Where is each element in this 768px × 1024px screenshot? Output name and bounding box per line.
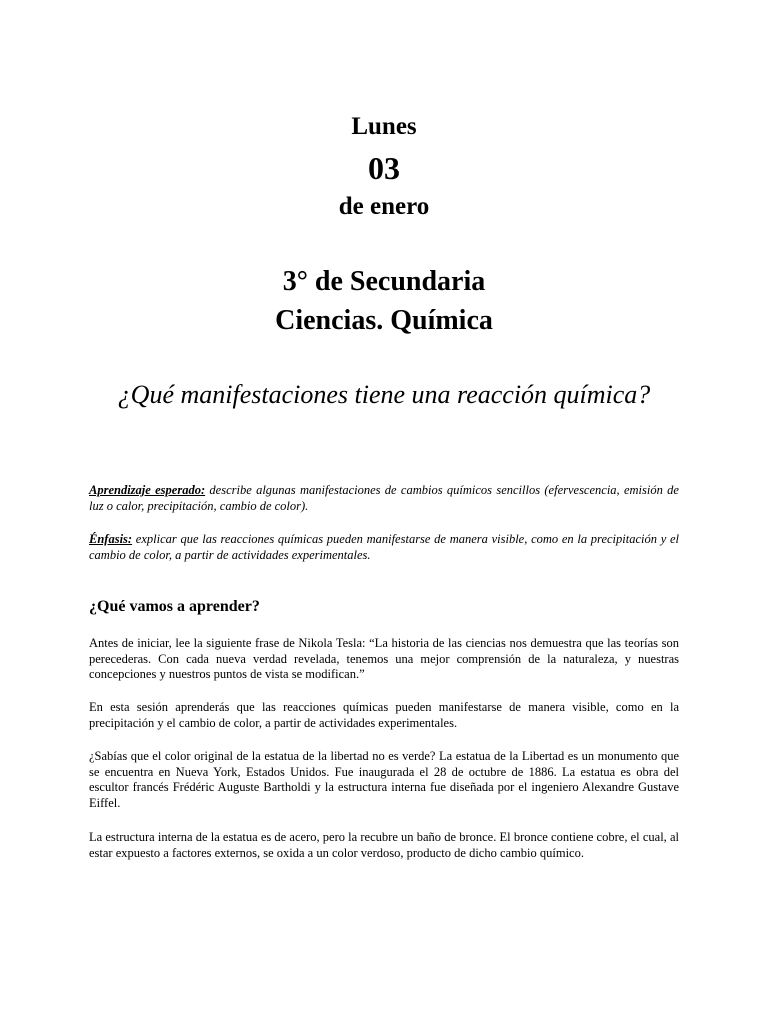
aprendizaje-esperado <box>89 483 679 514</box>
enfasis-label: Énfasis: <box>89 532 133 546</box>
grade-level: 3° de Secundaria <box>282 266 486 297</box>
paragraph: La estructura interna de la estatua es de acero, pero la recubre un baño de bronce. El bronce contiene cobre, el cual, al estar expuesto a factores externos, se oxida a un color verdoso, producto de dicho cambio químico. <box>89 830 679 860</box>
paragraph: ¿Sabías que el color original de la estatua de la libertad no es verde? La estatua de la Libertad es un monumento que se encuentra en Nueva York, Estados Unidos. Fue inaugurada el 28 de octubre de 1886. La estatua es obra del escultor francés Frédéric Auguste Bartholdi y la estructura interna fue diseñada por el ingeniero Alexandre Gustave Eiffel. <box>89 749 679 810</box>
subject-title: Ciencias. Química <box>275 305 493 336</box>
aprendizaje-text: describe algunas manifestaciones de cambios químicos sencillos (efervescencia, emisión de luz o calor, precipitación, cambio de color). <box>89 483 679 513</box>
paragraph: Antes de iniciar, lee la siguiente frase de Nikola Tesla: “La historia de las ciencias nos demuestra que las teorías son perecederas. Con cada nueva verdad revelada, tenemos una mejor comprensión de la naturaleza, y nuestras concepciones y nuestros puntos de vista se modifican.” <box>89 636 679 681</box>
date-number: 03 <box>368 150 400 186</box>
enfasis <box>89 532 679 563</box>
paragraph: En esta sesión aprenderás que las reacciones químicas pueden manifestarse de manera visible, como en la precipitación y el cambio de color, a partir de actividades experimentales. <box>89 700 679 730</box>
lesson-title: ¿Qué manifestaciones tiene una reacción química? <box>117 380 651 409</box>
aprendizaje-label: Aprendizaje esperado: <box>89 483 206 497</box>
section-heading: ¿Qué vamos a aprender? <box>89 598 260 615</box>
date-month: de enero <box>338 193 430 220</box>
date-day: Lunes <box>351 113 417 140</box>
enfasis-text: explicar que las reacciones químicas pueden manifestarse de manera visible, como en la precipitación y el cambio de color, a partir de actividades experimentales. <box>89 532 679 562</box>
